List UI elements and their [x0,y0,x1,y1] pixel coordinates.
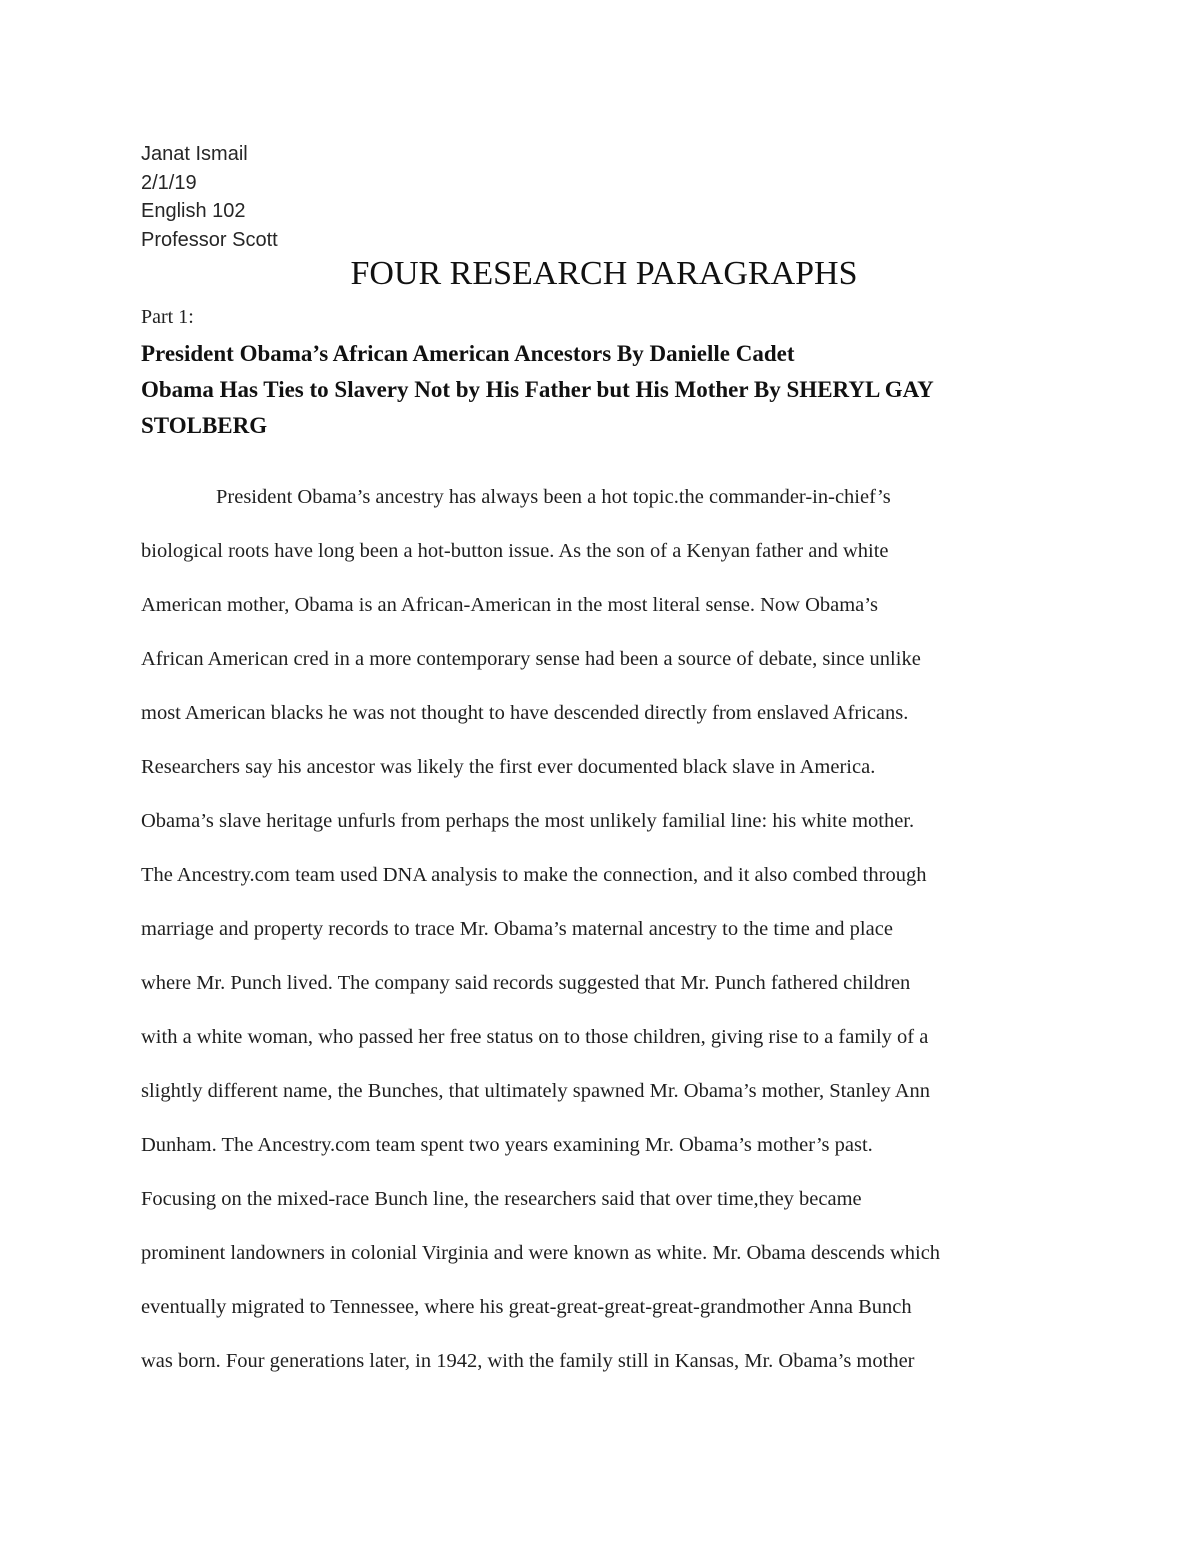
document-header [141,140,278,254]
paragraph-line: prominent landowners in colonial Virginia and were known as white. Mr. Obama descends which [141,1242,941,1264]
paragraph-line: Focusing on the mixed-race Bunch line, the researchers said that over time,they became [141,1188,862,1210]
paragraph-line: Dunham. The Ancestry.com team spent two years examining Mr. Obama’s mother’s past. [141,1134,873,1156]
course-name: English 102 [141,200,246,222]
paragraph-line: slightly different name, the Bunches, that ultimately spawned Mr. Obama’s mother, Stanley Ann [141,1080,931,1102]
document-title: FOUR RESEARCH PARAGRAPHS [350,255,858,292]
part-label: Part 1: [141,306,194,328]
source-line: STOLBERG [141,413,268,438]
source-line: President Obama’s African American Ancestors By Danielle Cadet [141,341,795,366]
paragraph-line: eventually migrated to Tennessee, where his great-great-great-great-grandmother Anna Bunch [141,1296,912,1318]
paragraph-line: Obama’s slave heritage unfurls from perhaps the most unlikely familial line: his white mother. [141,810,915,832]
paragraph-line: was born. Four generations later, in 1942, with the family still in Kansas, Mr. Obama’s mother [141,1350,915,1372]
paragraph-line: biological roots have long been a hot-button issue. As the son of a Kenyan father and white [141,540,889,562]
paragraph-line: American mother, Obama is an African-American in the most literal sense. Now Obama’s [141,594,878,616]
author-name: Janat Ismail [141,143,248,165]
paragraph-line: The Ancestry.com team used DNA analysis to make the connection, and it also combed through [141,864,927,886]
source-line: Obama Has Ties to Slavery Not by His Father but His Mother By SHERYL GAY [141,377,934,402]
paragraph-line: Researchers say his ancestor was likely the first ever documented black slave in America. [141,756,876,778]
document-date: 2/1/19 [141,171,197,194]
paragraph-line: with a white woman, who passed her free status on to those children, giving rise to a family of a [141,1026,929,1048]
paragraph-line: President Obama’s ancestry has always been a hot topic.the commander-in-chief’s [216,486,891,508]
paragraph-line: where Mr. Punch lived. The company said records suggested that Mr. Punch fathered children [141,972,911,994]
paragraph-line: most American blacks he was not thought to have descended directly from enslaved Africans. [141,702,909,724]
body-paragraph [141,470,1071,1388]
paragraph-line: African American cred in a more contemporary sense had been a source of debate, since unlike [141,648,921,670]
professor-name: Professor Scott [141,228,278,251]
paragraph-line: marriage and property records to trace Mr. Obama’s maternal ancestry to the time and place [141,918,893,940]
source-list [141,336,1061,444]
